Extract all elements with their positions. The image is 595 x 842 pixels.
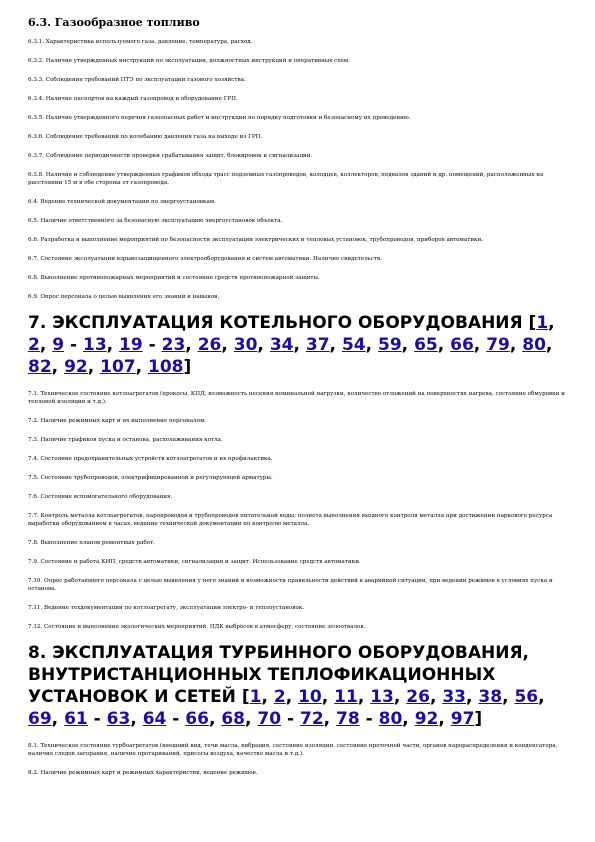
reference-link[interactable]: 92 <box>414 709 439 729</box>
list-item: 6.3.8. Наличие и соблюдение утвержденных графиков обхода трасс подземных газопроводов, колодцев, коллекторов, подвалов зданий и др. помещений, расположенных на расстоянии 15 м в обе стороны от газопровода. <box>28 172 544 186</box>
list-item: 6.3.3. Соблюдение требований ПТЭ по эксплуатации газового хозяйства. <box>28 77 246 83</box>
reference-separator: , <box>185 335 198 355</box>
reference-link[interactable]: 19 <box>119 335 143 355</box>
reference-link[interactable]: 63 <box>106 709 131 729</box>
reference-separator: , <box>245 709 258 729</box>
list-item: 7.1. Техническое состояние котлоагрегатов (прокосы, КПД, возможность несения номинальной нагрузки, количество отложений на поверхностях нагрева, состояние обмуровки и тепловой изоляции и т.д.). <box>28 391 565 405</box>
list-item: 6.6. Разработка и выполнение мероприятий по безопасности эксплуатации электрических и тепловых установок, трубопроводов, приборов автоматики. <box>28 237 484 243</box>
reference-separator: , <box>261 687 274 707</box>
reference-link[interactable]: 26 <box>197 335 222 355</box>
reference-link[interactable]: 37 <box>305 335 330 355</box>
reference-link[interactable]: 26 <box>406 687 430 707</box>
reference-separator: , <box>509 335 523 355</box>
reference-link[interactable]: 1 <box>536 313 549 333</box>
refs-open-bracket: [ <box>528 313 537 333</box>
list-item: 7.3. Наличие графиков пуска и останова, расхолаживания котла. <box>28 437 223 443</box>
reference-link[interactable]: 61 <box>64 709 88 729</box>
list-item: 7.11. Ведение техдокументации по котлоагрегату, эксплуатации электро- и теплоустановок. <box>28 605 305 611</box>
list-item: 7.12. Состояние и выполнение экологических мероприятий, ПДК выбросов в атмосферу, состояние золоотвалов. <box>28 624 366 630</box>
reference-separator: , <box>130 709 143 729</box>
list-item: 8.1. Техническое состояние турбоагрегатов (внешний вид, течи масла, вибрация, состояние изоляции, состояние проточной части, органов парораспределения и конденсатора, наличие следов загорания, наличие протариваний, присосы воздуха, качество масла и т.д.). <box>28 743 558 757</box>
list-item: 6.4. Ведение технической документации по энергоустановкам. <box>28 199 216 205</box>
reference-link[interactable]: 80 <box>522 335 546 355</box>
reference-separator: - <box>359 709 379 729</box>
reference-separator: , <box>321 687 335 707</box>
reference-link[interactable]: 80 <box>378 709 403 729</box>
list-item: 7.9. Состояние и работа КИП, средств автоматики, сигнализации и защит. Использование средств автоматики. <box>28 559 361 565</box>
reference-link[interactable]: 97 <box>450 709 475 729</box>
reference-separator: - <box>281 709 300 729</box>
reference-separator: , <box>429 687 443 707</box>
reference-separator: , <box>365 335 378 355</box>
reference-link[interactable]: 72 <box>299 709 324 729</box>
reference-separator: , <box>106 335 120 355</box>
reference-link[interactable]: 1 <box>249 687 262 707</box>
reference-link[interactable]: 66 <box>185 709 209 729</box>
reference-link[interactable]: 68 <box>221 709 246 729</box>
reference-separator: , <box>357 687 371 707</box>
reference-link[interactable]: 69 <box>28 709 52 729</box>
list-item: 7.2. Наличие режимных карт и их выполнение персоналом. <box>28 418 207 424</box>
reference-link[interactable]: 54 <box>341 335 366 355</box>
reference-link[interactable]: 23 <box>161 335 186 355</box>
list-item: 8.2. Наличие режимных карт и режимных характеристик, ведение режимов. <box>28 770 258 776</box>
reference-separator: , <box>502 687 515 707</box>
reference-separator: , <box>538 687 545 707</box>
reference-separator: - <box>64 335 83 355</box>
reference-separator: - <box>142 335 162 355</box>
reference-separator: , <box>51 709 65 729</box>
section-6-3-heading: 6.3. Газообразное топливо <box>28 16 200 29</box>
reference-link[interactable]: 13 <box>370 687 394 707</box>
list-item: 7.10. Опрос работающего персонала с целью выявления у него знаний и возможности правильности действий в аварийной ситуации, при ведении режимов в условиях пуска и останова. <box>28 578 553 592</box>
reference-link[interactable]: 65 <box>414 335 438 355</box>
list-item: 6.3.4. Наличие паспортов на каждый газопровод и оборудование ГРП. <box>28 96 238 102</box>
reference-link[interactable]: 33 <box>442 687 467 707</box>
reference-separator: , <box>257 335 270 355</box>
list-item: 6.5. Наличие ответственного за безопасную эксплуатацию энергоустановок объекта. <box>28 218 283 224</box>
section-7-title: 7. ЭКСПЛУАТАЦИЯ КОТЕЛЬНОГО ОБОРУДОВАНИЯ <box>28 313 523 333</box>
reference-separator: , <box>51 357 65 377</box>
section-7-heading <box>28 312 567 378</box>
reference-separator: , <box>473 335 487 355</box>
reference-link[interactable]: 56 <box>514 687 539 707</box>
list-item: 6.3.1. Характеристика используемого газа, давление, температура, расход. <box>28 39 253 45</box>
list-item: 6.7. Состояние эксплуатации взрывозащищенного электрооборудования и систем автоматики. Наличие свидетельств. <box>28 256 382 262</box>
reference-separator: - <box>166 709 186 729</box>
list-item: 7.8. Выполнение планов ремонтных работ. <box>28 540 155 546</box>
section-8-heading <box>28 642 567 730</box>
reference-separator: , <box>401 335 415 355</box>
reference-separator: , <box>466 687 479 707</box>
reference-link[interactable]: 38 <box>478 687 503 707</box>
list-item: 7.7. Контроль металла котлоагрегатов, паропроводов и трубопроводов питательной воды; полнота выполнения входного контроля металла при достижении паркового ресурса выработки оборудованием в часах, ведение технической документации по контролю металла. <box>28 513 553 527</box>
reference-separator: , <box>293 335 306 355</box>
reference-separator: , <box>208 709 222 729</box>
list-item: 6.3.6. Соблюдение требований по колебанию давления газа на выходе из ГРП. <box>28 134 263 140</box>
reference-link[interactable]: 70 <box>257 709 282 729</box>
refs-open-bracket: [ <box>241 687 250 707</box>
reference-link[interactable]: 2 <box>28 335 40 355</box>
section-8-items <box>28 742 567 777</box>
reference-link[interactable]: 11 <box>334 687 358 707</box>
reference-separator: , <box>402 709 415 729</box>
reference-link[interactable]: 82 <box>28 357 52 377</box>
reference-link[interactable]: 10 <box>298 687 322 707</box>
reference-link[interactable]: 92 <box>64 357 88 377</box>
reference-separator: , <box>548 313 555 333</box>
reference-link[interactable]: 2 <box>273 687 286 707</box>
reference-link[interactable]: 34 <box>269 335 294 355</box>
section-6-3-items <box>28 38 567 301</box>
list-item: 6.9. Опрос персонала о целью выявления его знаний и навыков. <box>28 294 220 300</box>
list-item: 7.6. Состояние вспомогательного оборудования. <box>28 494 173 500</box>
reference-separator: , <box>39 335 53 355</box>
reference-separator: , <box>545 335 553 355</box>
reference-link[interactable]: 59 <box>378 335 402 355</box>
reference-link[interactable]: 78 <box>336 709 360 729</box>
list-item: 6.3.2. Наличие утвержденных инструкций по эксплуатации, должностных инструкций и оперативных схем. <box>28 58 350 64</box>
list-item: 6.8. Выполнение противопожарных мероприятий и состояние средств противопожарной защиты. <box>28 275 320 281</box>
reference-separator: , <box>438 709 451 729</box>
reference-separator: - <box>87 709 107 729</box>
reference-link[interactable]: 107 <box>100 357 136 377</box>
list-item: 7.5. Состояние трубопроводов, электрифицированной и регулирующей арматуры. <box>28 475 273 481</box>
list-item: 7.4. Состояние предохранительных устройств котлоагрегатов и их профилактика. <box>28 456 273 462</box>
refs-close-bracket: ] <box>474 709 483 729</box>
reference-link[interactable]: 13 <box>82 335 107 355</box>
reference-link[interactable]: 30 <box>233 335 258 355</box>
reference-link[interactable]: 79 <box>486 335 510 355</box>
section-8-title: 8. ЭКСПЛУАТАЦИЯ ТУРБИННОГО ОБОРУДОВАНИЯ, ВНУТРИСТАНЦИОННЫХ ТЕПЛОФИКАЦИОННЫХ УСТАНОВОК И СЕТЕЙ <box>28 643 530 707</box>
section-7-items <box>28 390 567 631</box>
reference-link[interactable]: 64 <box>142 709 167 729</box>
reference-separator: , <box>221 335 234 355</box>
list-item: 6.3.7. Соблюдение периодичности проверки срабатывания защит, блокировок и сигнализации. <box>28 153 313 159</box>
reference-link[interactable]: 108 <box>148 357 184 377</box>
refs-close-bracket: ] <box>183 357 192 377</box>
reference-separator: , <box>329 335 342 355</box>
reference-separator: , <box>87 357 101 377</box>
reference-separator: , <box>285 687 299 707</box>
reference-link[interactable]: 66 <box>450 335 474 355</box>
reference-separator: , <box>437 335 451 355</box>
reference-separator: , <box>135 357 149 377</box>
reference-link[interactable]: 9 <box>52 335 65 355</box>
list-item: 6.3.5. Наличие утвержденного перечня газоопасных работ и инструкции по порядку подготовки и безопасному их проведению. <box>28 115 411 121</box>
reference-separator: , <box>323 709 337 729</box>
reference-separator: , <box>393 687 407 707</box>
